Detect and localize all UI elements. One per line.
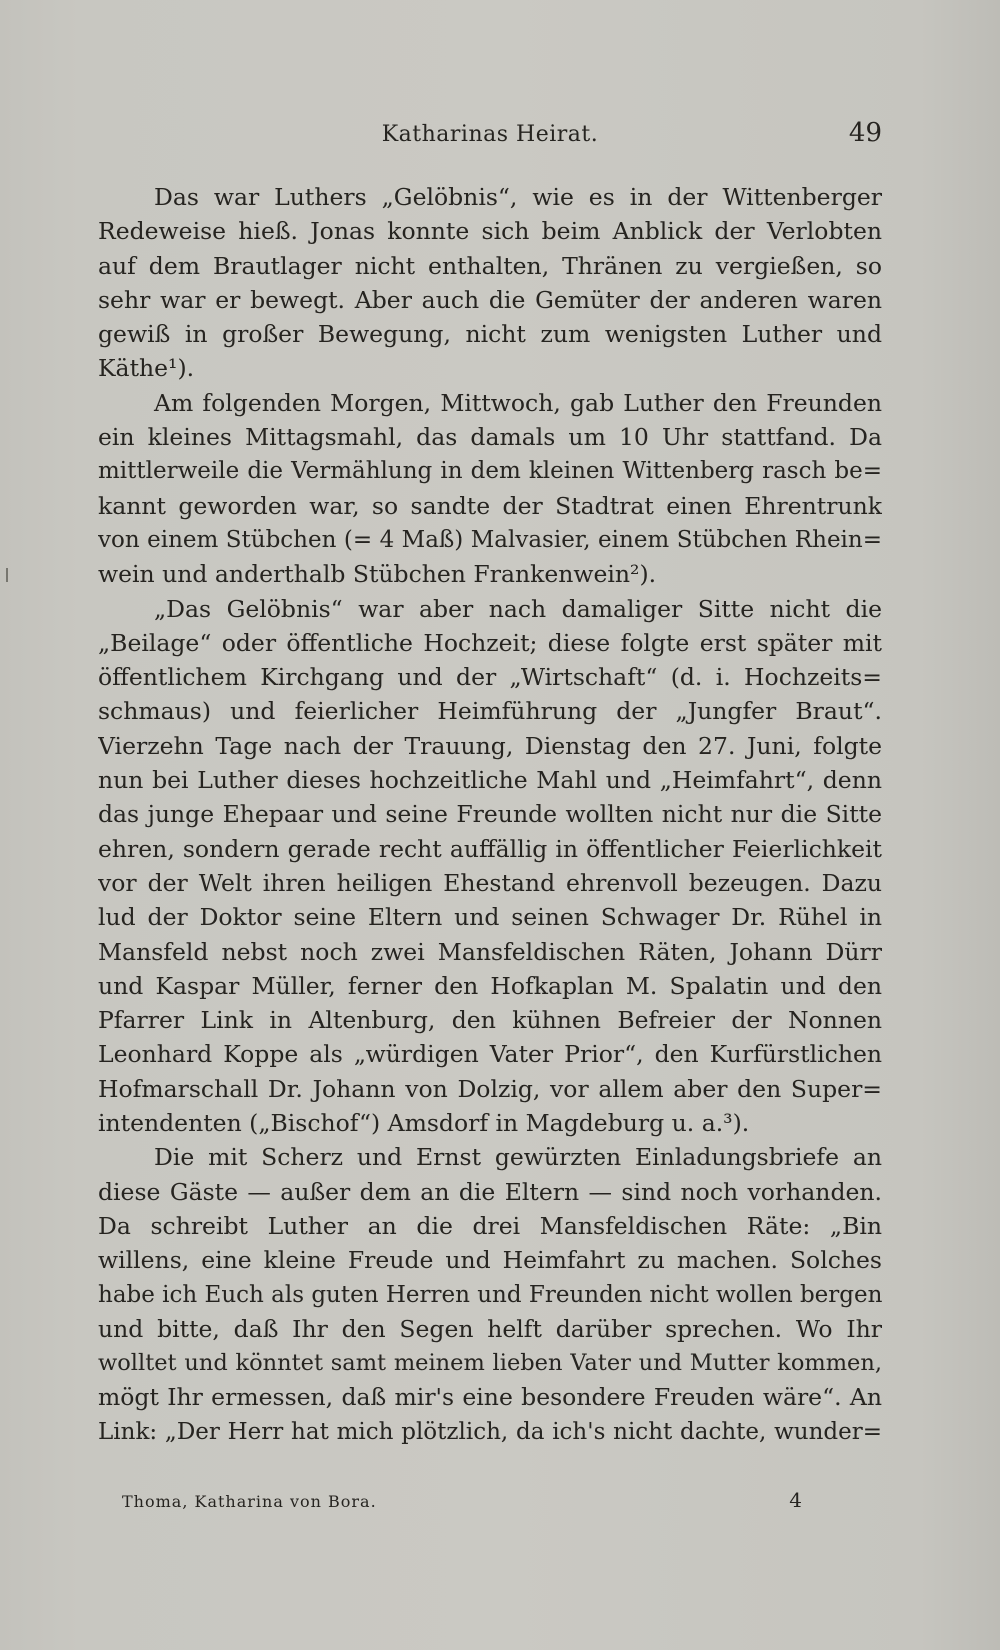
sheet-number: 4: [789, 1488, 802, 1512]
text-line: habe ich Euch als guten Herren und Freunden nicht wollen bergen: [98, 1281, 882, 1308]
text-line: Da schreibt Luther an die drei Mansfeldischen Räte: „Bin: [98, 1211, 882, 1240]
running-title: Katharinas Heirat.: [381, 122, 599, 147]
text-line: und bitte, daß Ihr den Segen helft darüber sprechen. Wo Ihr: [98, 1314, 882, 1343]
paragraph: [98, 386, 882, 592]
text-line: Käthe¹).: [98, 354, 195, 383]
text-line: Die mit Scherz und Ernst gewürzten Einladungsbriefe an: [154, 1143, 882, 1172]
paragraph: [98, 592, 882, 1141]
text-line: Pfarrer Link in Altenburg, den kühnen Befreier der Nonnen: [98, 1006, 882, 1035]
text-line: intendenten („Bischof“) Amsdorf in Magdeburg u. a.³).: [98, 1109, 750, 1138]
text-line: „Beilage“ oder öffentliche Hochzeit; diese folgte erst später mit: [98, 628, 882, 657]
paragraph: [98, 1140, 882, 1449]
text-line: und Kaspar Müller, ferner den Hofkaplan M. Spalatin und den: [98, 971, 882, 1000]
text-line: mögt Ihr ermessen, daß mir's eine besondere Freuden wäre“. An: [98, 1383, 882, 1412]
text-line: das junge Ehepaar und seine Freunde wollten nicht nur die Sitte: [98, 800, 882, 829]
margin-mark: [6, 568, 8, 582]
text-line: von einem Stübchen (= 4 Maß) Malvasier, einem Stübchen Rhein=: [98, 526, 882, 553]
text-line: Hofmarschall Dr. Johann von Dolzig, vor allem aber den Super=: [98, 1074, 882, 1103]
text-line: nun bei Luther dieses hochzeitliche Mahl und „Heimfahrt“, denn: [98, 766, 882, 795]
text-line: wein und anderthalb Stübchen Frankenwein²).: [98, 560, 657, 589]
text-line: gewiß in großer Bewegung, nicht zum wenigsten Luther und: [98, 320, 882, 349]
text-line: ehren, sondern gerade recht auffällig in öffentlicher Feierlichkeit: [98, 834, 882, 863]
text-line: Redeweise hieß. Jonas konnte sich beim Anblick der Verlobten: [98, 217, 882, 246]
text-line: Mansfeld nebst noch zwei Mansfeldischen Räten, Johann Dürr: [98, 937, 882, 966]
signature-mark: Thoma, Katharina von Bora.: [122, 1492, 377, 1511]
text-line: Leonhard Koppe als „würdigen Vater Prior“, den Kurfürstlichen: [98, 1040, 882, 1069]
text-line: „Das Gelöbnis“ war aber nach damaliger Sitte nicht die: [154, 594, 882, 623]
text-line: schmaus) und feierlicher Heimführung der „Jungfer Braut“.: [98, 697, 882, 726]
text-line: mittlerweile die Vermählung in dem kleinen Wittenberg rasch be=: [98, 458, 882, 485]
page-header: [98, 118, 882, 158]
text-line: willens, eine kleine Freude und Heimfahrt zu machen. Solches: [98, 1246, 882, 1275]
text-line: Link: „Der Herr hat mich plötzlich, da ich's nicht dachte, wunder=: [98, 1418, 882, 1445]
paragraph: [98, 180, 882, 386]
text-line: Am folgenden Morgen, Mittwoch, gab Luther den Freunden: [154, 388, 882, 417]
text-line: vor der Welt ihren heiligen Ehestand ehrenvoll bezeugen. Dazu: [98, 868, 882, 897]
text-line: diese Gäste — außer dem an die Eltern — sind noch vorhanden.: [98, 1177, 882, 1206]
body-text: [98, 180, 882, 1449]
text-line: Vierzehn Tage nach der Trauung, Dienstag den 27. Juni, folgte: [98, 731, 882, 760]
text-line: ein kleines Mittagsmahl, das damals um 10 Uhr stattfand. Da: [98, 423, 882, 452]
page-number: 49: [848, 118, 882, 148]
text-line: wolltet und könntet samt meinem lieben Vater und Mutter kommen,: [98, 1350, 882, 1377]
text-line: sehr war er bewegt. Aber auch die Gemüter der anderen waren: [98, 285, 882, 314]
page-footer: [122, 1488, 802, 1518]
text-line: lud der Doktor seine Eltern und seinen Schwager Dr. Rühel in: [98, 903, 882, 932]
text-line: kannt geworden war, so sandte der Stadtrat einen Ehrentrunk: [98, 491, 882, 520]
text-line: auf dem Brautlager nicht enthalten, Thränen zu vergießen, so: [98, 251, 882, 280]
text-line: Das war Luthers „Gelöbnis“, wie es in der Wittenberger: [154, 183, 882, 211]
text-line: öffentlichem Kirchgang und der „Wirtschaft“ (d. i. Hochzeits=: [98, 663, 882, 692]
